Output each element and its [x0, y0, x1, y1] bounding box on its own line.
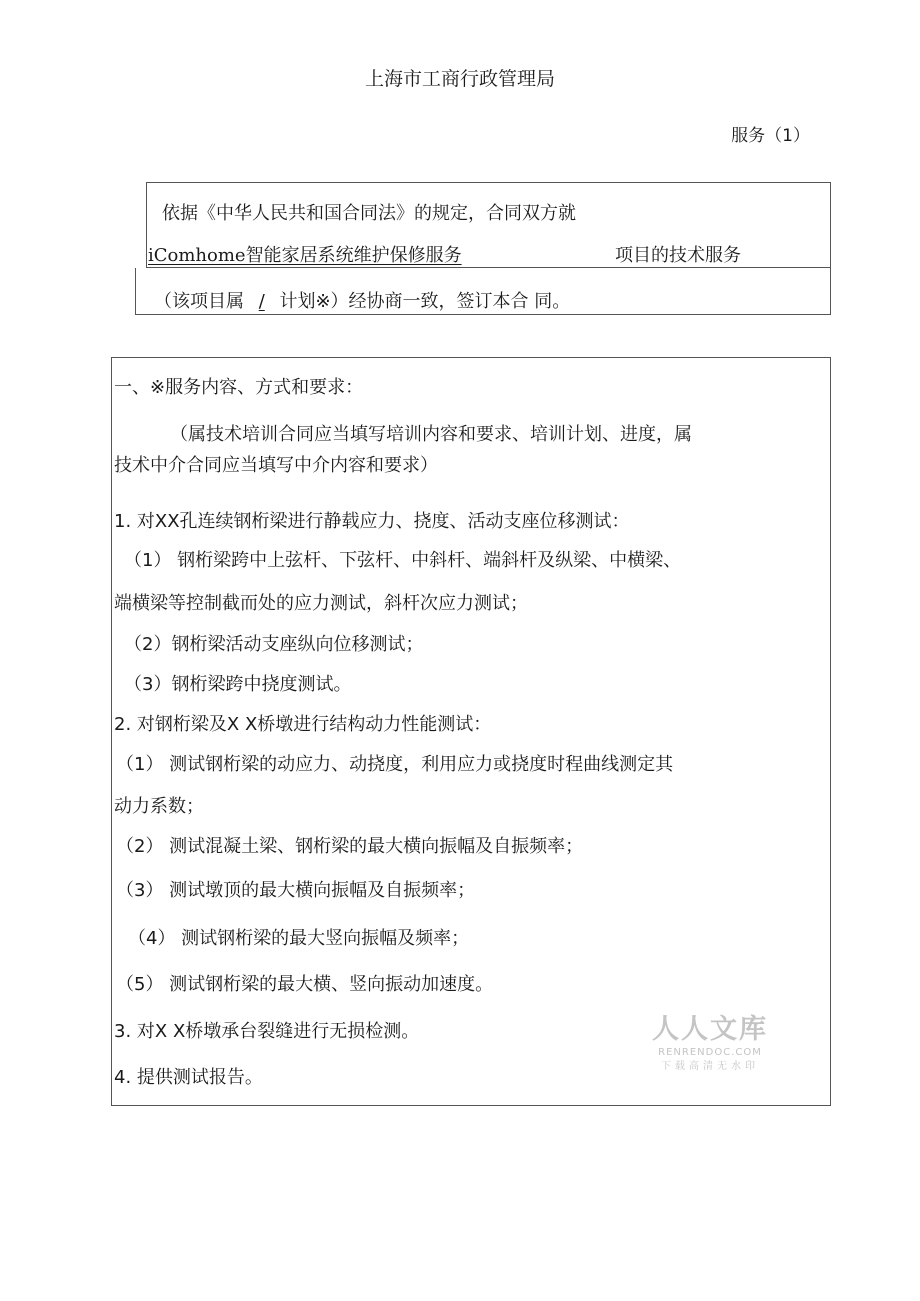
section-heading: 一、※服务内容、方式和要求：	[114, 377, 364, 398]
watermark-logo-text: 人人文库	[652, 1014, 768, 1045]
item-4: 4. 提供测试报告。	[114, 1067, 263, 1088]
item-3: 3. 对X X桥墩承台裂缝进行无损检测。	[114, 1021, 420, 1042]
item-2-1-line-1: （1） 测试钢桁梁的动应力、动挠度，利用应力或挠度时程曲线测定其	[116, 754, 674, 775]
item-1-1-line-1: （1） 钢桁梁跨中上弦杆、下弦杆、中斜杆、端斜杆及纵梁、中横梁、	[124, 550, 682, 571]
item-1-3: （3）钢桁梁跨中挠度测试。	[124, 674, 352, 695]
item-2: 2. 对钢桁梁及X X桥墩进行结构动力性能测试：	[114, 714, 492, 735]
item-1-1-line-2: 端横梁等控制截而处的应力测试，斜杆次应力测试；	[114, 593, 528, 614]
intro-line-3-prefix: （该项目属	[154, 291, 244, 312]
item-2-1-line-2: 动力系数；	[114, 796, 204, 817]
intro-line-2-suffix: 项目的技术服务	[615, 245, 741, 266]
renrendoc-watermark	[648, 1014, 772, 1074]
watermark-tagline: 下载高清无水印	[661, 1061, 759, 1072]
item-2-5: （5） 测试钢桁梁的最大横、竖向振动加速度。	[116, 974, 494, 995]
item-2-3: （3） 测试墩顶的最大横向振幅及自振频率；	[116, 880, 476, 901]
item-2-4: （4） 测试钢桁梁的最大竖向振幅及频率；	[128, 928, 470, 949]
note-line-1: （属技术培训合同应当填写培训内容和要求、培训计划、进度，属	[170, 424, 692, 445]
document-title: 上海市工商行政管理局	[364, 68, 555, 90]
intro-line-1: 依据《中华人民共和国合同法》的规定，合同双方就	[162, 203, 576, 224]
project-name: iComhome智能家居系统维护保修服务	[148, 245, 462, 266]
item-1: 1. 对XX孔连续钢桁梁进行静载应力、挠度、活动支座位移测试：	[114, 511, 630, 532]
intro-line-3-suffix: 计划※）经协商一致，签订本合 同。	[279, 291, 571, 312]
note-line-2: 技术中介合同应当填写中介内容和要求）	[114, 455, 438, 476]
item-1-2: （2）钢桁梁活动支座纵向位移测试；	[124, 634, 424, 655]
intro-line-3	[154, 287, 570, 313]
watermark-url: RENRENDOC.COM	[658, 1047, 762, 1058]
item-2-2: （2） 测试混凝土梁、钢桁梁的最大横向振幅及自振频率；	[116, 836, 584, 857]
plan-blank: /	[258, 291, 265, 312]
document-type-label: 服务（1）	[731, 126, 810, 146]
